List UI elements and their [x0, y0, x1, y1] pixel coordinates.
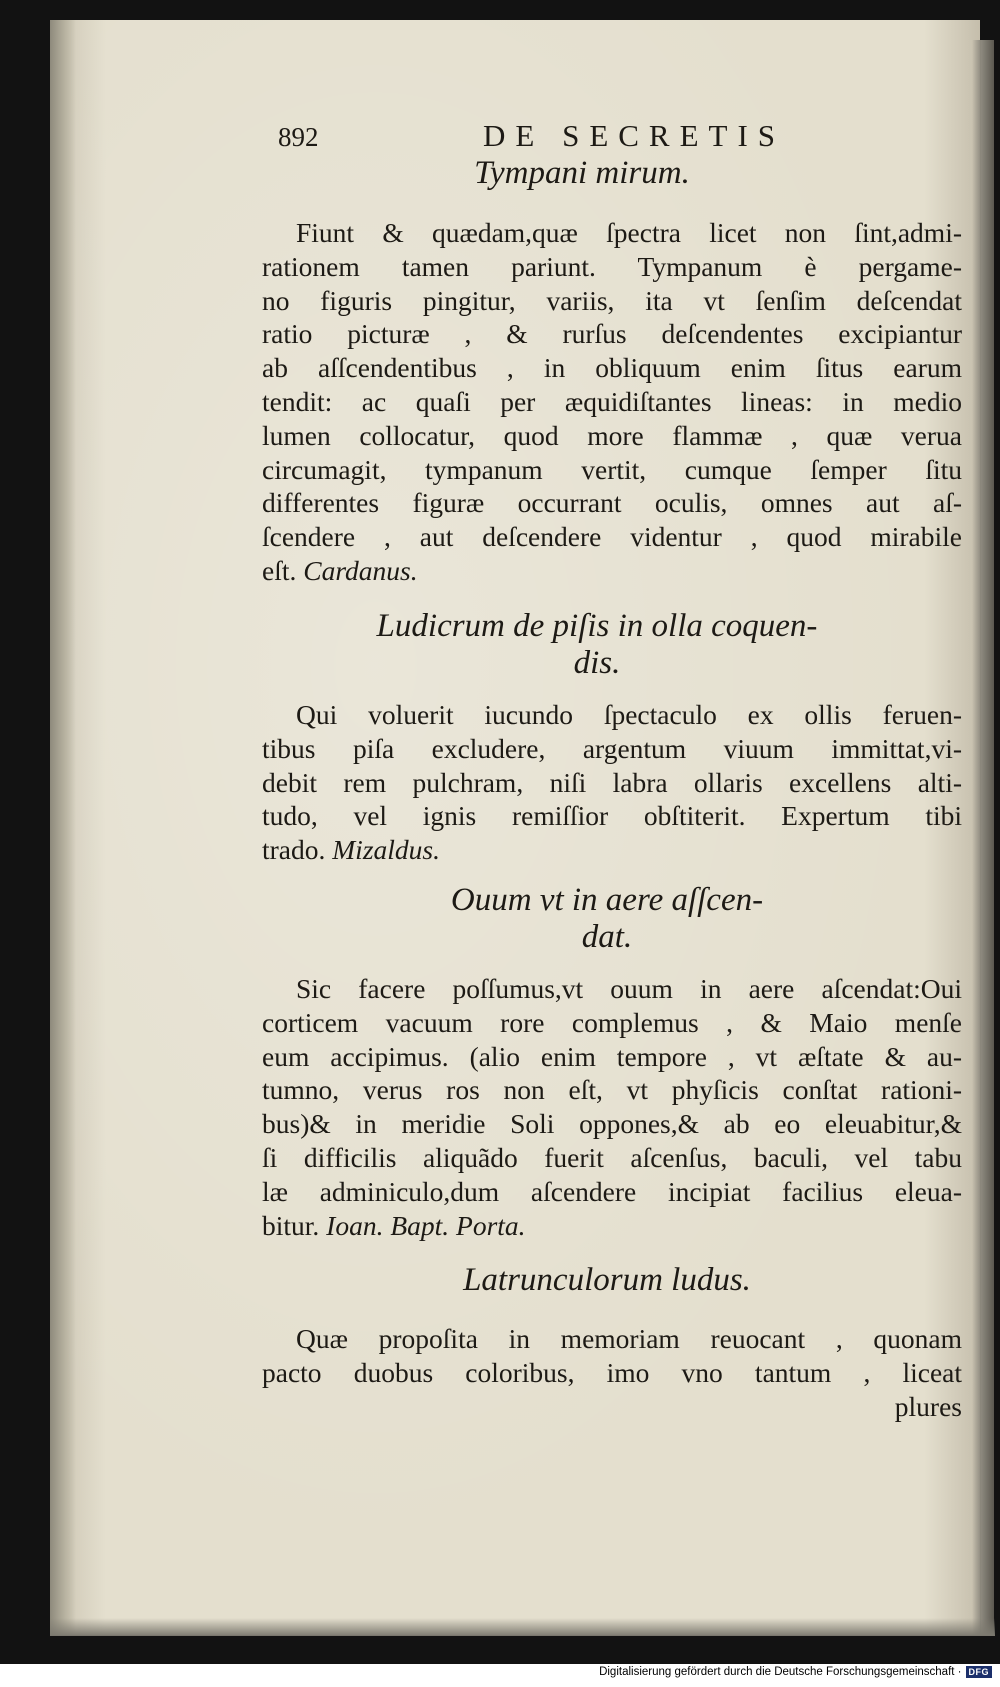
- text-line: tibus piſa excludere, argentum viuum immittat,vi-: [262, 732, 962, 764]
- author-citation: Mizaldus.: [332, 834, 440, 866]
- paragraph-ouum: [262, 972, 962, 1242]
- text-line-last: [262, 554, 962, 588]
- running-head: DE SECRETIS: [483, 118, 786, 153]
- line-text: trado.: [262, 834, 326, 866]
- paragraph-latrunculorum: [262, 1322, 962, 1423]
- page-number: 892: [278, 122, 319, 152]
- author-citation: Ioan. Bapt. Porta.: [326, 1209, 526, 1241]
- text-line: differentes figuræ occurrant oculis, omnes aut aſ-: [262, 487, 962, 519]
- digitization-footer: [599, 1666, 992, 1678]
- heading-line: Latrunculorum ludus.: [463, 1262, 751, 1298]
- text-line: Qui voluerit iucundo ſpectaculo ex ollis feruen-: [296, 699, 962, 730]
- text-line: eum accipimus. (alio enim tempore , vt æſtate & au-: [262, 1040, 962, 1072]
- text-line: læ adminiculo,dum aſcendere incipiat facilius eleua-: [262, 1175, 962, 1207]
- page-right-edge: [972, 40, 994, 1635]
- text-line: tudo, vel ignis remiſſior obſtiterit. Expertum tibi: [262, 800, 962, 832]
- catchword: [262, 1390, 962, 1424]
- section-heading-tympani: [452, 155, 712, 192]
- paragraph-tympani: [262, 216, 962, 588]
- text-line: tendit: ac quaſi per æquidiſtantes lineas: in medio: [262, 385, 962, 417]
- section-heading-ludicrum: [362, 608, 832, 682]
- text-line: Fiunt & quædam,quæ ſpectra licet non ſint,admi-: [296, 217, 962, 248]
- text-line: debit rem pulchram, niſi labra ollaris excellens alti-: [262, 766, 962, 798]
- author-citation: Cardanus.: [303, 554, 418, 586]
- page-bottom-edge: [50, 1618, 995, 1636]
- text-line-last: [262, 1209, 962, 1243]
- text-line: no figuris pingitur, variis, ita vt ſenſim deſcendat: [262, 284, 962, 316]
- text-line: ab aſſcendentibus , in obliquum enim ſitus earum: [262, 352, 962, 384]
- footer-text: Digitalisierung gefördert durch die Deutsche Forschungsgemeinschaft ·: [599, 1666, 962, 1678]
- text-line: ſcendere , aut deſcendere videntur , quod mirabile: [262, 521, 962, 553]
- text-line: Quæ propoſita in memoriam reuocant , quonam: [296, 1323, 962, 1354]
- text-line: rationem tamen pariunt. Tympanum è pergame-: [262, 250, 962, 282]
- text-line: pacto duobus coloribus, imo vno tantum , liceat: [262, 1356, 962, 1388]
- text-line: corticem vacuum rore complemus , & Maio menſe: [262, 1006, 962, 1038]
- heading-line: dat.: [581, 919, 633, 955]
- page-gutter-shadow: [50, 20, 76, 1635]
- text-line-last: [262, 833, 962, 867]
- heading-line: Ludicrum de piſis in olla coquen-: [376, 608, 818, 644]
- text-line: Sic facere poſſumus,vt ouum in aere aſcendat:Oui: [296, 973, 962, 1004]
- text-line: tumno, verus ros non eſt, vt phyſicis conſtat rationi-: [262, 1074, 962, 1106]
- text-line: ratio picturæ , & rurſus deſcendentes excipiantur: [262, 318, 962, 350]
- section-heading-ouum: [422, 882, 792, 956]
- paragraph-ludicrum: [262, 698, 962, 867]
- text-line: ſi difficilis aliquãdo fuerit aſcenſus, baculi, vel tabu: [262, 1141, 962, 1173]
- line-text: bitur.: [262, 1209, 320, 1241]
- dfg-logo: DFG: [966, 1666, 993, 1678]
- section-heading-latrunculorum: [437, 1262, 777, 1299]
- text-line: bus)& in meridie Soli oppones,& ab eo eleuabitur,&: [262, 1108, 962, 1140]
- heading-line: dis.: [573, 645, 621, 681]
- heading-line: Tympani mirum.: [474, 155, 690, 191]
- text-line: circumagit, tympanum vertit, cumque ſemper ſitu: [262, 453, 962, 485]
- heading-line: Ouum vt in aere aſſcen-: [450, 882, 764, 918]
- catchword-text: plures: [894, 1390, 962, 1422]
- text-line: lumen collocatur, quod more flammæ , quæ verua: [262, 419, 962, 451]
- line-text: eſt.: [262, 554, 297, 586]
